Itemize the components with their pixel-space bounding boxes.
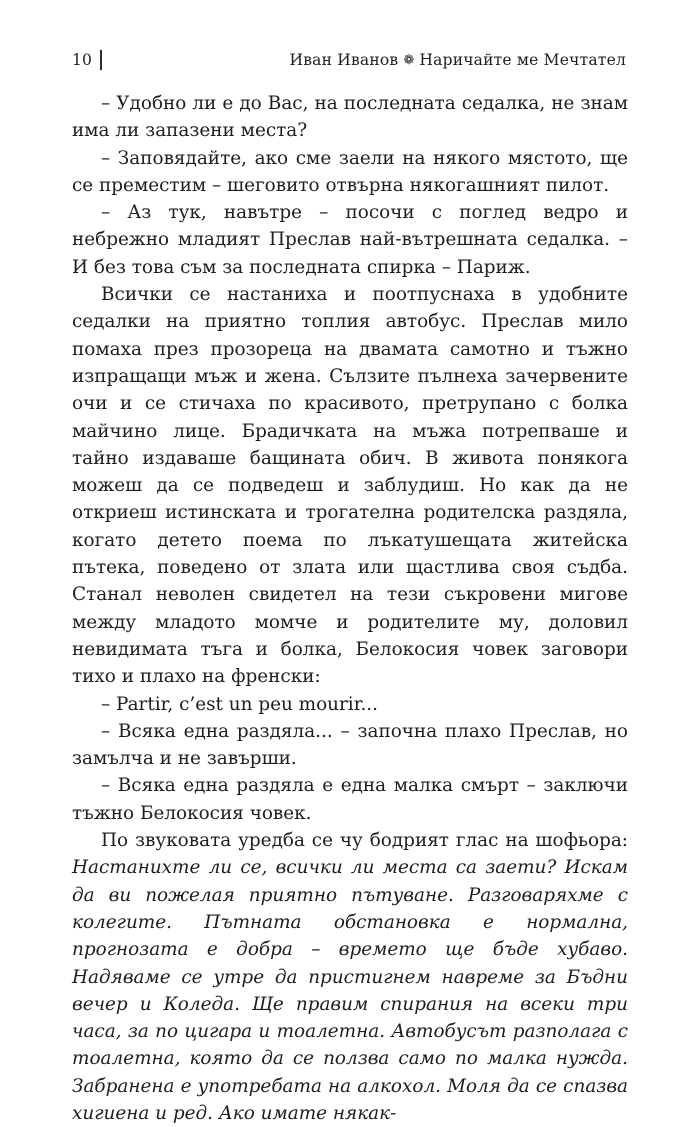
- page-number: 10: [72, 51, 93, 69]
- body-text: [72, 90, 628, 1127]
- book-title: Наричайте ме Мечтател: [419, 51, 626, 69]
- paragraph: Всички се настаниха и поотпуснаха в удобните седалки на приятно топлия автобус. Преслав мило помаха през прозореца на двамата самотно и тъжно изпращащи мъж и жена. Сълзите пълнеха зачервените очи и се стичаха по красивото, претрупано с болка майчино лице. Брадичката на мъжа потрепваше и тайно издаваше бащината обич. В живота понякога можеш да се подведеш и заблудиш. Но как да не откриеш истинската и трогателна родителска раздяла, когато детето поема по лъкатушещата житейска пътека, поведено от злата или щастлива своя съдба. Станал неволен свидетел на тези съкровени мигове между младото момче и родителите му, доловил невидимата тъга и болка, Белокосия човек заговори тихо и плахо на френски:: [72, 284, 628, 688]
- folio-divider: [100, 50, 101, 70]
- author-name: Иван Иванов: [289, 51, 399, 69]
- announcement-italic: Настанихте ли се, всички ли места са заети? Искам да ви пожелая приятно пътуване. Разговаряхме с колегите. Пътната обстановка е нормална, прогнозата е добра – времето ще бъде хубаво. Надяваме се утре да пристигнем навреме за Бъдни вечер и Коледа. Ще правим спирания на всеки три часа, за по цигара и тоалетна. Автобусът разполага с тоалетна, която да се ползва само по малка нужда. Забранена е употребата на алкохол. Моля да се спазва хигиена и ред. Ако имате някак-: [72, 857, 628, 1124]
- announcement-intro: По звуковата уредба се чу бодрият глас на шофьора:: [101, 830, 628, 852]
- page-header: [72, 46, 626, 74]
- paragraph: – Аз тук, навътре – посочи с поглед ведро и небрежно младият Преслав най-вътрешната седалка. – И без това съм за последната спирка – Париж.: [72, 202, 628, 278]
- flower-ornament-icon: ❁: [403, 52, 415, 68]
- paragraph: – Всяка една раздяла е една малка смърт – заключи тъжно Белокосия човек.: [72, 775, 628, 824]
- paragraph: – Всяка една раздяла... – започна плахо Преслав, но замълча и не завърши.: [72, 720, 628, 770]
- paragraph: – Удобно ли е до Вас, на последната седалка, не знам има ли запазени места?: [72, 93, 628, 142]
- paragraph: – Заповядайте, ако сме заели на някого мястото, ще се преместим – шеговито отвърна някогашният пилот.: [72, 147, 628, 196]
- paragraph-driver-announcement: [72, 827, 628, 1127]
- paragraph: – Partir, c’est un peu mourir...: [101, 693, 378, 715]
- running-head: [290, 51, 627, 69]
- folio: [72, 50, 102, 70]
